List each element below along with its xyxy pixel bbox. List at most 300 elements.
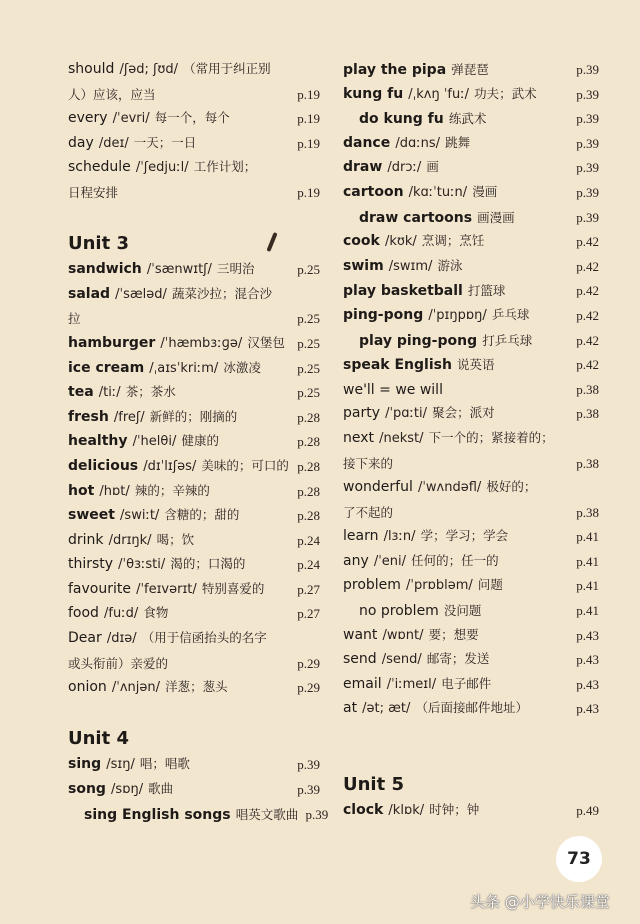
headword: hamburger [68, 334, 156, 351]
phonetic: /wɒnt/ [382, 627, 424, 643]
unit-heading: Unit 3 [68, 233, 129, 255]
phonetic: /ˌaɪsˈkriːm/ [149, 360, 219, 376]
page-ref: p.28 [297, 434, 320, 450]
chinese-meaning: 洋葱；葱头 [165, 679, 228, 695]
page-ref: p.28 [297, 483, 320, 499]
page-ref: p.39 [576, 184, 599, 200]
phonetic: /dɑːns/ [395, 135, 440, 151]
page-ref: p.19 [297, 111, 320, 127]
entry-text [68, 379, 176, 406]
entry-text [68, 802, 298, 828]
headword: no problem [359, 603, 439, 620]
headword: swim [343, 257, 384, 274]
headword: every [68, 110, 108, 127]
entry-text [68, 428, 219, 455]
page-ref: p.39 [576, 160, 599, 176]
phonetic: /nekst/ [379, 430, 424, 446]
vocab-entry [343, 279, 599, 304]
headword: delicious [68, 457, 139, 474]
page-number-badge [556, 836, 602, 882]
headword: should [68, 61, 115, 77]
phonetic: /ˈprɒbləm/ [406, 578, 473, 594]
entry-text [68, 56, 271, 83]
phonetic: /deɪ/ [98, 135, 129, 151]
left-column [68, 58, 329, 827]
headword: tea [68, 384, 94, 401]
page-ref: p.27 [297, 581, 320, 597]
chinese-meaning: 没问题 [443, 603, 482, 619]
page-ref: p.25 [297, 335, 320, 351]
vocab-entry [343, 206, 599, 231]
page-ref: p.42 [576, 307, 599, 323]
chinese-meaning: 画 [426, 159, 439, 175]
entry-text [343, 474, 536, 501]
entry-text [68, 502, 239, 529]
entry-text [343, 205, 515, 231]
vocab-entry [343, 697, 599, 722]
chinese-meaning: 三明治 [217, 261, 255, 277]
chinese-meaning: 美味的；可口的 [201, 457, 289, 473]
entry-text [68, 600, 168, 627]
chinese-meaning: 喝；饮 [156, 531, 195, 547]
chinese-meaning: （常用于纠正别 [183, 61, 271, 76]
vocab-entry [343, 353, 599, 378]
phonetic: /ˈeni/ [373, 553, 407, 569]
headword: ping-pong [343, 306, 424, 323]
entry-text [68, 281, 272, 308]
chinese-meaning: 健康的 [181, 433, 219, 449]
phonetic: /ˈʃedjuːl/ [135, 160, 189, 176]
vocab-entry [68, 676, 320, 701]
page-ref: p.42 [576, 258, 599, 274]
chinese-meaning: 练武术 [448, 111, 487, 127]
chinese-meaning: 接下来的 [343, 455, 394, 471]
page-ref: p.38 [576, 406, 599, 422]
chinese-meaning: 拉 [68, 311, 81, 327]
phonetic: /ˈʌnjən/ [111, 680, 160, 696]
entry-text [343, 646, 489, 673]
phonetic: /freʃ/ [113, 409, 145, 425]
vocab-entry [68, 107, 320, 132]
page-ref: p.41 [576, 529, 599, 545]
headword: learn [343, 528, 379, 545]
headword: play ping-pong [359, 332, 478, 349]
page-ref: p.43 [576, 627, 599, 643]
chinese-meaning: 新鲜的；刚摘的 [149, 408, 238, 424]
headword: email [343, 675, 382, 692]
vocab-entry [68, 803, 329, 828]
chinese-meaning: 汉堡包 [247, 334, 285, 350]
page-ref: p.42 [576, 332, 599, 348]
entry-text [343, 81, 537, 108]
chinese-meaning: 下一个的；紧接着的； [428, 429, 554, 445]
entry-text [68, 105, 230, 132]
phonetic: /ˌkʌŋ ˈfuː/ [408, 86, 469, 102]
vocab-entry [68, 753, 320, 778]
chinese-meaning: 画漫画 [477, 209, 515, 225]
vocab-entry [68, 778, 320, 803]
phonetic: /kʊk/ [384, 234, 417, 250]
vocab-entry [68, 156, 320, 181]
watermark-text: 头条 @小学快乐课堂 [470, 893, 610, 911]
chinese-meaning: 电子邮件 [441, 675, 492, 691]
entry-text [343, 179, 497, 206]
phonetic: /lɜːn/ [383, 529, 416, 545]
vocab-entry [68, 553, 320, 578]
entry-text [68, 674, 228, 701]
page-ref: p.25 [297, 311, 320, 327]
phonetic: /ˈθɜːsti/ [118, 557, 166, 573]
chinese-meaning: 打乒乓球 [482, 332, 533, 348]
entry-text [343, 500, 393, 526]
phonetic: /ˈsæləd/ [115, 286, 167, 302]
entry-text [343, 57, 489, 83]
vocab-entry [68, 406, 320, 431]
page-ref: p.39 [576, 62, 599, 77]
page-ref: p.39 [576, 86, 599, 102]
phonetic: /klɒk/ [388, 803, 425, 819]
entry-text [343, 278, 505, 304]
page-ref: p.28 [297, 409, 320, 425]
phonetic: /kɑːˈtuːn/ [408, 184, 468, 200]
chinese-meaning: 人）应该，应当 [68, 86, 156, 102]
entry-text [343, 253, 463, 280]
page-ref: p.25 [297, 262, 320, 278]
vocab-entry [68, 132, 320, 157]
chinese-meaning: 说英语 [457, 357, 495, 373]
chinese-meaning: 歌曲 [148, 781, 174, 797]
page-ref: p.39 [576, 209, 599, 225]
chinese-meaning: （用于信函抬头的名字 [141, 630, 267, 646]
headword: party [343, 405, 380, 422]
chinese-meaning: 辣的；辛辣的 [134, 482, 210, 498]
headword: we'll = we will [343, 381, 443, 398]
entry-text [68, 130, 196, 157]
page-ref: p.39 [297, 782, 320, 798]
page-ref: p.41 [576, 553, 599, 569]
headword: Dear [68, 630, 102, 647]
entry-text [343, 451, 393, 477]
phonetic: /fuːd/ [104, 606, 139, 622]
chinese-meaning: 问题 [477, 577, 503, 593]
phonetic: /ˈpɑːti/ [385, 406, 428, 422]
entry-text [343, 425, 554, 452]
vocab-entry [343, 648, 599, 673]
entry-text [68, 576, 264, 603]
page-ref: p.19 [297, 135, 320, 151]
vocab-entry [343, 255, 599, 280]
page-ref: p.42 [576, 234, 599, 250]
phonetic: /dɪə/ [106, 631, 137, 647]
entry-text [343, 695, 528, 722]
chinese-meaning: 学；学习；学会 [420, 528, 509, 544]
vocab-entry [68, 58, 320, 83]
chinese-meaning: 特别喜爱的 [201, 580, 265, 596]
entry-text [343, 352, 495, 378]
page-ref: p.42 [576, 283, 599, 299]
entry-text [343, 523, 508, 550]
phonetic: /swɪm/ [388, 258, 433, 274]
entry-text [68, 306, 81, 332]
headword: schedule [68, 159, 131, 176]
chinese-meaning: 或头衔前）亲爱的 [68, 655, 169, 671]
vocab-entry [68, 602, 320, 627]
chinese-meaning: 了不起的 [343, 504, 394, 520]
chinese-meaning: 任何的；任一的 [411, 552, 499, 568]
entry-continuation [343, 501, 599, 526]
chinese-meaning: 含糖的；甜的 [164, 507, 240, 523]
chinese-meaning: 唱英文歌曲 [235, 806, 299, 822]
headword: send [343, 651, 377, 668]
chinese-meaning: 弹琵琶 [451, 62, 489, 77]
vocab-entry [68, 357, 320, 382]
headword: onion [68, 679, 107, 696]
entry-text [343, 302, 529, 329]
vocab-entry [68, 430, 320, 455]
page-ref: p.41 [576, 603, 599, 619]
unit-heading: Unit 4 [68, 728, 129, 750]
phonetic: /ʃəd; ʃʊd/ [119, 62, 179, 77]
entry-text [68, 404, 237, 431]
phonetic: /ˈhelθi/ [132, 434, 177, 450]
headword: problem [343, 577, 401, 594]
page-ref: p.25 [297, 360, 320, 376]
headword: dance [343, 134, 391, 151]
vocab-entry [343, 427, 599, 452]
phonetic: /ət; æt/ [362, 701, 411, 717]
entry-text [68, 551, 245, 578]
chinese-meaning: （后面接邮件地址） [415, 700, 529, 716]
phonetic: /hɒt/ [99, 483, 130, 499]
page-ref: p.19 [297, 184, 320, 200]
headword: day [68, 134, 94, 151]
headword: sing [68, 756, 102, 773]
phonetic: /ˈpɪŋpɒŋ/ [428, 307, 487, 323]
headword: clock [343, 802, 384, 819]
entry-text [68, 355, 261, 382]
entry-text [68, 180, 118, 206]
spacer [343, 722, 599, 747]
page-ref: p.39 [576, 135, 599, 151]
vocab-entry [68, 504, 320, 529]
headword: food [68, 605, 99, 622]
page-ref: p.24 [297, 532, 320, 548]
headword: wonderful [343, 479, 413, 496]
phonetic: /ˈsænwɪtʃ/ [146, 262, 212, 278]
entry-text [68, 751, 190, 778]
vocab-entry [68, 480, 320, 505]
entry-text [68, 625, 267, 652]
phonetic: /tiː/ [98, 385, 121, 401]
vocab-entry [343, 107, 599, 132]
page-ref: p.49 [576, 803, 599, 819]
entry-text [343, 377, 443, 403]
chinese-meaning: 要；想要 [428, 626, 479, 642]
chinese-meaning: 日程安排 [68, 184, 119, 200]
vocab-entry [343, 402, 599, 427]
headword: draw [343, 159, 383, 176]
entry-text [343, 548, 499, 575]
page-ref: p.29 [297, 680, 320, 696]
chinese-meaning: 时钟；钟 [429, 802, 480, 818]
page-ref: p.39 [305, 806, 329, 822]
chinese-meaning: 冰激凌 [223, 359, 261, 375]
headword: speak English [343, 357, 452, 374]
headword: want [343, 626, 378, 643]
page-ref: p.28 [297, 508, 320, 524]
entry-text [343, 671, 491, 698]
headword: at [343, 700, 358, 717]
headword: ice cream [68, 359, 145, 376]
headword: play basketball [343, 283, 463, 300]
chinese-meaning: 渴的；口渴的 [170, 556, 246, 572]
vocab-entry [68, 381, 320, 406]
chinese-meaning: 食物 [143, 605, 169, 621]
entry-continuation [68, 652, 320, 677]
phonetic: /drɔː/ [387, 160, 422, 176]
vocab-entry [343, 181, 599, 206]
vocab-entry [343, 83, 599, 108]
vocab-entry [343, 329, 599, 354]
entry-text [343, 130, 470, 157]
entry-text [343, 154, 439, 181]
phonetic: /ˈfeɪvərɪt/ [136, 581, 197, 597]
entry-text [343, 598, 481, 624]
entry-text [68, 651, 168, 677]
headword: song [68, 781, 106, 798]
page-ref: p.25 [297, 385, 320, 401]
page-ref: p.43 [576, 701, 599, 717]
phonetic: /ˈevri/ [112, 111, 150, 127]
page-ref: p.39 [576, 111, 599, 127]
page-ref: p.28 [297, 458, 320, 474]
entry-text [343, 228, 484, 255]
vocab-entry [68, 258, 320, 283]
vocab-entry [343, 230, 599, 255]
phonetic: /dɪˈlɪʃəs/ [143, 458, 197, 474]
chinese-meaning: 唱；唱歌 [139, 756, 190, 772]
headword: cartoon [343, 183, 404, 200]
page-ref: p.42 [576, 357, 599, 373]
headword: kung fu [343, 85, 404, 102]
right-column [343, 58, 599, 824]
chinese-meaning: 乒乓球 [491, 306, 530, 322]
headword: cook [343, 233, 380, 250]
vocab-entry [343, 574, 599, 599]
vocab-entry [68, 578, 320, 603]
entry-text [68, 154, 256, 181]
vocab-entry [343, 673, 599, 698]
chinese-meaning: 每一个，每个 [154, 110, 230, 126]
chinese-meaning: 游泳 [437, 257, 463, 273]
headword: draw cartoons [359, 209, 473, 226]
page-ref: p.38 [576, 455, 599, 471]
headword: sing English songs [84, 806, 231, 823]
page-ref: p.43 [576, 676, 599, 692]
headword: hot [68, 482, 95, 499]
chinese-meaning: 极好的； [486, 479, 537, 495]
vocab-entry [68, 283, 320, 308]
headword: healthy [68, 433, 128, 450]
entry-text [68, 478, 210, 505]
vocab-entry [68, 455, 320, 480]
vocab-entry [68, 529, 320, 554]
entry-text [343, 328, 532, 354]
headword: salad [68, 285, 111, 302]
page-ref: p.29 [297, 655, 320, 671]
entry-continuation [68, 83, 320, 108]
entry-text [68, 82, 156, 108]
vocab-entry [343, 378, 599, 403]
phonetic: /drɪŋk/ [108, 532, 152, 548]
headword: sweet [68, 507, 115, 524]
page-ref: p.39 [297, 757, 320, 773]
entry-text [68, 330, 285, 357]
chinese-meaning: 跳舞 [445, 134, 471, 150]
chinese-meaning: 功夫；武术 [474, 85, 537, 101]
chinese-meaning: 蔬菜沙拉；混合沙 [171, 285, 272, 301]
entry-continuation [68, 181, 320, 206]
entry-text [68, 776, 173, 803]
vocab-entry [343, 304, 599, 329]
vocab-entry [343, 599, 599, 624]
chinese-meaning: 一天；一日 [133, 134, 197, 150]
headword: next [343, 429, 375, 446]
entry-text [68, 453, 289, 480]
headword: play the pipa [343, 62, 447, 78]
entry-continuation [68, 307, 320, 332]
entry-continuation [343, 452, 599, 477]
chinese-meaning: 打篮球 [467, 283, 506, 299]
headword: sandwich [68, 261, 142, 278]
chinese-meaning: 烹调；烹饪 [421, 233, 485, 249]
vocab-entry [343, 58, 599, 83]
vocab-entry [68, 332, 320, 357]
page-ref: p.19 [297, 86, 320, 102]
vocab-entry [343, 799, 599, 824]
entry-text [68, 256, 255, 283]
chinese-meaning: 工作计划； [193, 159, 257, 175]
spacer [68, 701, 320, 726]
entry-text [343, 622, 479, 649]
vocab-entry [343, 132, 599, 157]
unit-heading: Unit 5 [343, 774, 404, 796]
vocab-entry [68, 627, 320, 652]
chinese-meaning: 茶；茶水 [125, 384, 176, 400]
phonetic: /swiːt/ [120, 508, 160, 524]
phonetic: /ˈwʌndəfl/ [417, 480, 482, 496]
vocab-entry [343, 476, 599, 501]
chinese-meaning: 漫画 [472, 183, 498, 199]
entry-text [343, 106, 486, 132]
page-ref: p.43 [576, 652, 599, 668]
entry-text [343, 572, 503, 599]
vocab-entry [343, 624, 599, 649]
spacer [68, 206, 320, 231]
phonetic: /ˈiːmeɪl/ [386, 676, 437, 692]
headword: do kung fu [359, 111, 444, 128]
headword: any [343, 552, 369, 569]
vocab-entry [343, 550, 599, 575]
page-ref: p.38 [576, 504, 599, 520]
phonetic: /sɪŋ/ [106, 757, 135, 773]
headword: thirsty [68, 556, 114, 573]
chinese-meaning: 聚会；派对 [432, 405, 495, 421]
page-ref: p.38 [576, 381, 599, 397]
headword: favourite [68, 580, 131, 597]
page-number: 73 [567, 849, 591, 869]
vocab-entry [343, 156, 599, 181]
